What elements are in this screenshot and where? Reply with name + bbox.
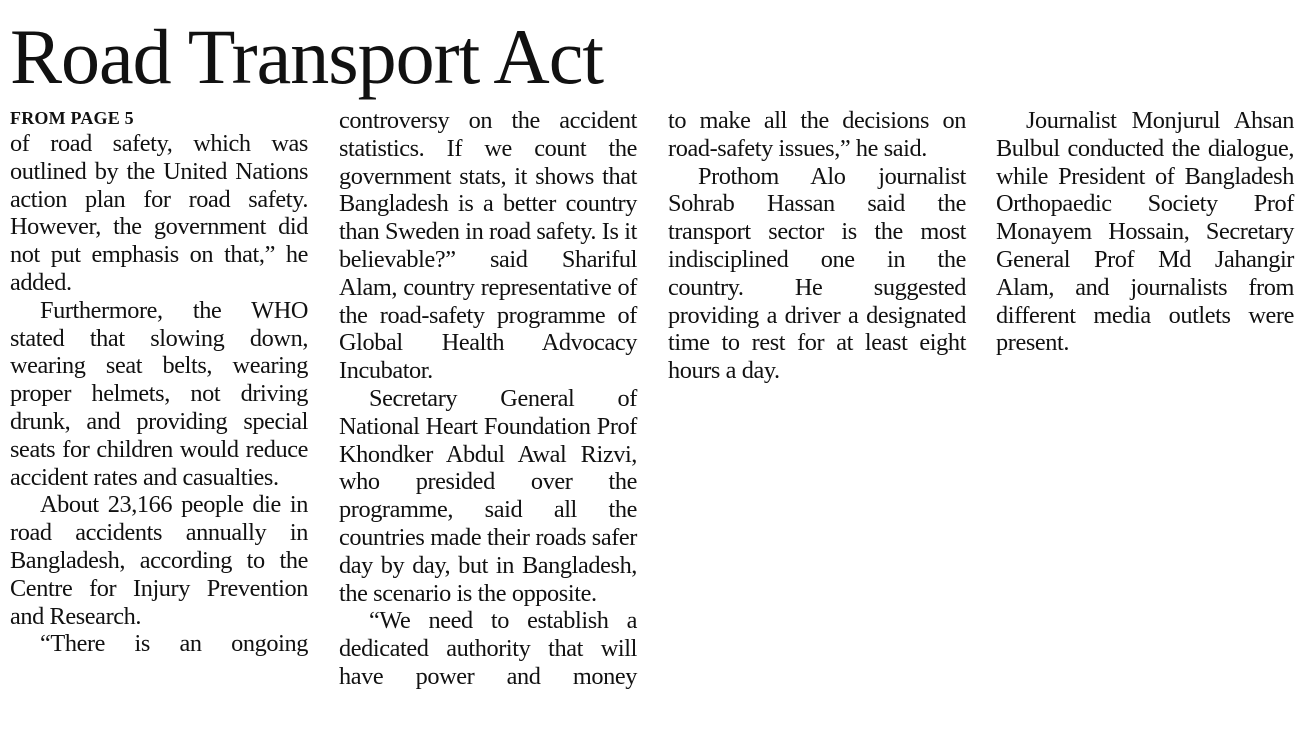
- article-column-1: [10, 130, 308, 658]
- jump-line: FROM PAGE 5: [10, 108, 134, 128]
- paragraph: Journalist Monjurul Ahsan Bulbul conducted the dialogue, while President of Bangladesh Orthopaedic Society Prof Monayem Hossain, Secretary General Prof Md Jahangir Alam, and journalists from different media outlets were present.: [996, 107, 1294, 357]
- paragraph: Secretary General of National Heart Foundation Prof Khondker Abdul Awal Rizvi, who presided over the programme, said all the countries made their roads safer day by day, but in Bangladesh, the scenario is the opposite.: [339, 384, 637, 607]
- paragraph: About 23,166 people die in road accidents annually in Bangladesh, according to the Centre for Injury Prevention and Research.: [10, 491, 308, 630]
- paragraph: “There is an ongoing: [40, 630, 308, 658]
- article-column-3: [668, 107, 966, 385]
- paragraph: of road safety, which was outlined by the United Nations action plan for road safety. However, the government did not put emphasis on that,” he added.: [10, 130, 308, 296]
- paragraph: “We need to establish a dedicated authority that will have power and money: [339, 607, 637, 690]
- article-column-2: [339, 107, 637, 691]
- paragraph: Furthermore, the WHO stated that slowing down, wearing seat belts, wearing proper helmets, not driving drunk, and providing special seats for children would reduce accident rates and casualties.: [10, 296, 308, 491]
- paragraph: to make all the decisions on road-safety issues,” he said.: [668, 107, 966, 162]
- article-column-4: [996, 107, 1294, 357]
- headline: Road Transport Act: [10, 13, 604, 100]
- paragraph: Prothom Alo journalist Sohrab Hassan said the transport sector is the most indisciplined one in the country. He suggested providing a driver a designated time to rest for at least eight hours a day.: [668, 162, 966, 385]
- paragraph: controversy on the accident statistics. If we count the government stats, it shows that Bangladesh is a better country than Sweden in road safety. Is it believable?” said Shariful Alam, country representative of the road-safety programme of Global Health Advocacy Incubator.: [339, 107, 637, 385]
